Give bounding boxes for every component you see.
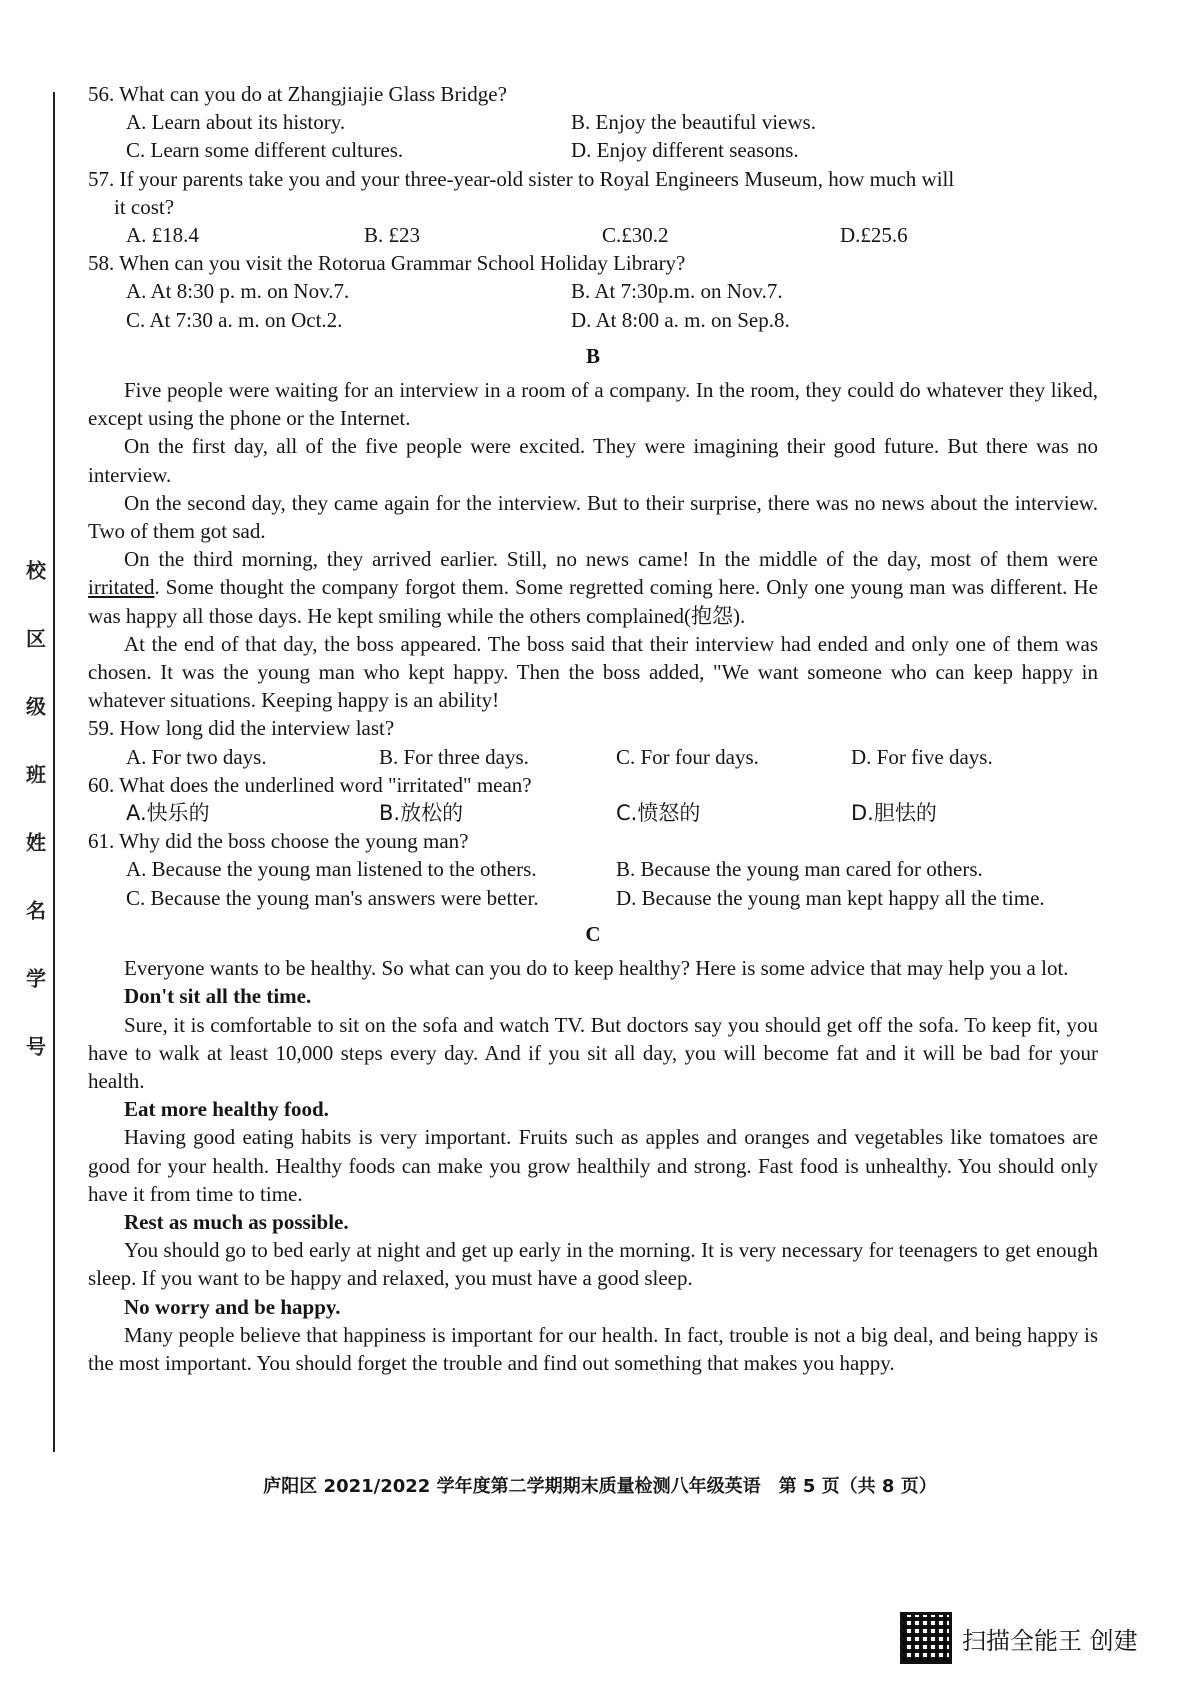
option-d: D. Because the young man kept happy all the time. <box>616 885 1045 910</box>
option-a: A. £18.4 <box>126 223 199 248</box>
option-b: B. For three days. <box>379 744 529 769</box>
question-58-options <box>88 306 1098 334</box>
option-c: C.£30.2 <box>602 223 669 248</box>
passage-c-paragraph: You should go to bed early at night and get up early in the morning. It is very necessary for teenagers to get enough sleep. If you want to be happy and relaxed, you must have a good sleep. <box>88 1238 1098 1291</box>
page-footer: 庐阳区 2021/2022 学年度第二学期期末质量检测八年级英语 第 5 页（共 8 页） <box>263 1476 937 1497</box>
option-b: B. Because the young man cared for others. <box>616 857 983 882</box>
question-60-options <box>88 799 1098 827</box>
question-57-line2: it cost? <box>114 194 175 219</box>
passage-c-paragraph: Having good eating habits is very important. Fruits such as apples and oranges and vegetables like tomatoes are good for your health. Healthy foods can make you grow healthily and strong. Fast food is unhealthy. You should only have it from time to time. <box>88 1125 1098 1206</box>
exam-content <box>88 80 1098 1377</box>
option-b: B. Enjoy the beautiful views. <box>571 110 816 135</box>
option-c: C.愤怒的 <box>616 801 701 826</box>
option-c: C. Learn some different cultures. <box>126 138 404 163</box>
side-label: 学 <box>22 968 47 988</box>
section-b-heading: B <box>585 343 600 368</box>
advice-heading: Rest as much as possible. <box>124 1209 349 1234</box>
paragraph-text: On the third morning, they arrived earlier. Still, no news came! In the middle of the day, most of them were <box>124 547 1098 572</box>
option-a: A. For two days. <box>126 744 267 769</box>
option-d: D.胆怯的 <box>851 801 937 826</box>
side-label: 区 <box>22 628 47 648</box>
question-56-options <box>88 136 1098 164</box>
side-label: 号 <box>22 1036 47 1056</box>
question-56: 56. What can you do at Zhangjiajie Glass Bridge? <box>88 82 507 106</box>
passage-b-paragraph: On the first day, all of the five people were excited. They were imagining their good future. But there was no interview. <box>88 434 1098 487</box>
watermark-text: 扫描全能王 创建 <box>962 1626 1138 1655</box>
option-c: C. Because the young man's answers were better. <box>126 885 539 910</box>
option-a: A. Learn about its history. <box>126 110 346 135</box>
advice-heading: No worry and be happy. <box>124 1294 341 1319</box>
option-d: D. At 8:00 a. m. on Sep.8. <box>571 307 790 332</box>
advice-heading: Eat more healthy food. <box>124 1097 329 1122</box>
passage-c-paragraph: Sure, it is comfortable to sit on the sofa and watch TV. But doctors say you should get off the sofa. To keep fit, you have to walk at least 10,000 steps every day. And if you sit all day, you will become fat and it will be bad for your health. <box>88 1012 1098 1093</box>
option-d: D. For five days. <box>851 744 993 769</box>
passage-b-paragraph: At the end of that day, the boss appeared. The boss said that their interview had ended and only one of them was chosen. It was the young man who kept happy. Then the boss added, "We want someone who can keep happy in whatever situations. Keeping happy is an ability! <box>88 631 1098 713</box>
passage-b-paragraph <box>88 545 1098 630</box>
option-a: A.快乐的 <box>126 801 210 826</box>
question-61-options <box>88 855 1098 883</box>
question-58: 58. When can you visit the Rotorua Grammar School Holiday Library? <box>88 251 686 276</box>
passage-c-intro: Everyone wants to be healthy. So what can you do to keep healthy? Here is some advice that may help you a lot. <box>124 956 1069 981</box>
scanner-watermark <box>900 1612 1138 1664</box>
question-56-options <box>88 108 1098 136</box>
option-b: B.放松的 <box>379 801 464 826</box>
option-c: C. For four days. <box>616 744 759 769</box>
option-a: A. At 8:30 p. m. on Nov.7. <box>126 279 350 304</box>
question-61: 61. Why did the boss choose the young man? <box>88 829 469 854</box>
passage-b-paragraph: Five people were waiting for an interview in a room of a company. In the room, they could do whatever they liked, except using the phone or the Internet. <box>88 378 1098 431</box>
passage-b-paragraph: On the second day, they came again for the interview. But to their surprise, there was no news about the interview. Two of them got sad. <box>88 490 1098 544</box>
question-57 <box>88 165 1098 221</box>
passage-c-paragraph: Many people believe that happiness is important for our health. In fact, trouble is not a big deal, and being happy is the most important. You should forget the trouble and find out something that makes you happy. <box>88 1322 1098 1375</box>
option-b: B. £23 <box>364 223 421 248</box>
paragraph-text: . Some thought the company forgot them. Some regretted coming here. Only one young man was different. He was happy all those days. He kept smiling while the others complained(抱怨). <box>88 575 1098 628</box>
binding-margin-line <box>53 92 55 1452</box>
question-59: 59. How long did the interview last? <box>88 716 395 741</box>
advice-heading: Don't sit all the time. <box>124 984 312 1009</box>
question-57-options <box>88 221 1098 249</box>
option-b: B. At 7:30p.m. on Nov.7. <box>571 279 783 304</box>
side-label: 姓 <box>22 832 47 852</box>
qr-code-icon <box>900 1612 952 1664</box>
side-label: 级 <box>22 696 47 716</box>
question-61-options <box>88 884 1098 912</box>
question-58-options <box>88 277 1098 305</box>
side-label: 校 <box>22 560 47 580</box>
side-seal-labels <box>22 560 48 1056</box>
question-60: 60. What does the underlined word "irritated" mean? <box>88 772 532 797</box>
question-57-line1: 57. If your parents take you and your three-year-old sister to Royal Engineers Museum, how much will <box>88 166 955 191</box>
section-c-heading: C <box>585 921 601 946</box>
side-label: 名 <box>22 900 47 920</box>
option-d: D. Enjoy different seasons. <box>571 138 799 163</box>
option-c: C. At 7:30 a. m. on Oct.2. <box>126 307 343 332</box>
underlined-word: irritated <box>88 575 155 600</box>
side-label: 班 <box>22 764 47 784</box>
option-a: A. Because the young man listened to the others. <box>126 857 537 882</box>
option-d: D.£25.6 <box>840 223 908 248</box>
question-59-options <box>88 743 1098 771</box>
